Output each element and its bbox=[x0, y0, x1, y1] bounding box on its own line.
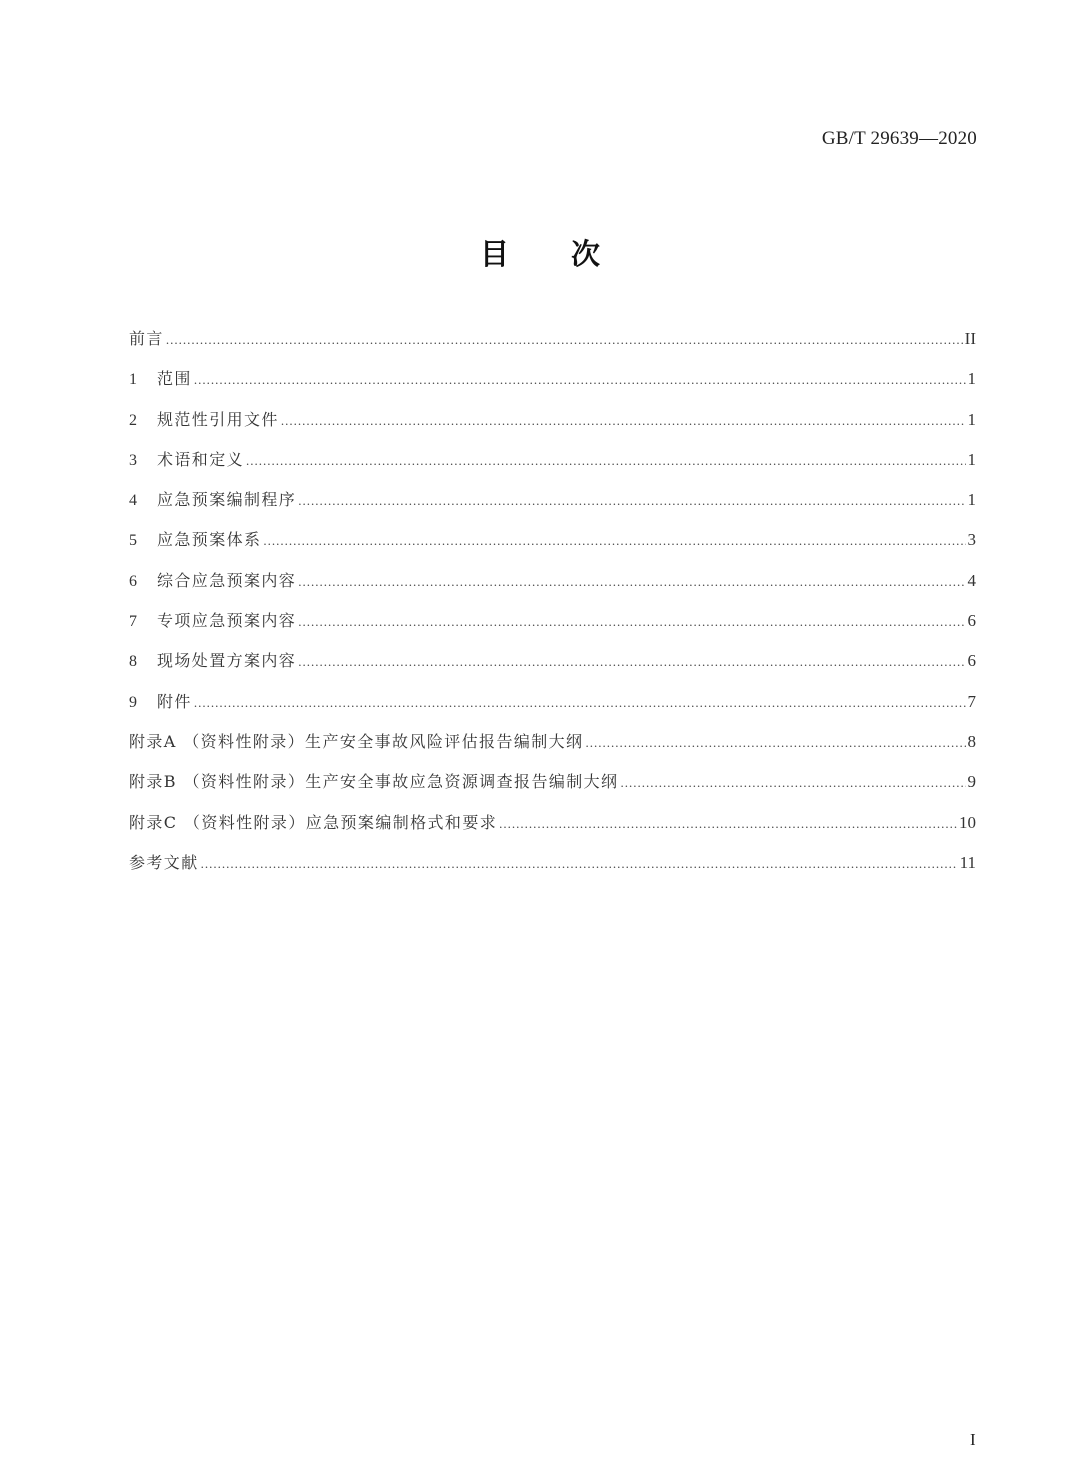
toc-leader-dots bbox=[263, 533, 965, 549]
toc-entry-appendix-a[interactable] bbox=[129, 729, 976, 769]
title-char-2: 次 bbox=[571, 237, 601, 271]
toc-entry-label: 参考文献 bbox=[129, 852, 199, 872]
toc-entry-1[interactable] bbox=[129, 366, 976, 406]
toc-entry-references[interactable] bbox=[129, 850, 976, 890]
toc-entry-2[interactable] bbox=[129, 407, 976, 447]
toc-entry-page: 3 bbox=[967, 530, 976, 550]
toc-entry-label: 前言 bbox=[129, 329, 164, 348]
toc-entry-label: 附录A （资料性附录）生产安全事故风险评估报告编制大纲 bbox=[129, 731, 584, 751]
toc-entry-8[interactable] bbox=[129, 648, 976, 688]
toc-entry-label: 术语和定义 bbox=[157, 449, 245, 469]
toc-entry-label: 专项应急预案内容 bbox=[157, 611, 297, 631]
toc-leader-dots bbox=[620, 775, 965, 791]
toc-entry-number: 8 bbox=[129, 653, 137, 671]
toc-leader-dots bbox=[298, 493, 965, 509]
toc-entry-page: 9 bbox=[967, 772, 976, 792]
page-title bbox=[0, 232, 1080, 273]
toc-entry-4[interactable] bbox=[129, 487, 976, 527]
page-number: I bbox=[970, 1430, 976, 1449]
toc-entry-label: 综合应急预案内容 bbox=[157, 570, 297, 590]
toc-entry-label: 规范性引用文件 bbox=[157, 409, 279, 429]
toc-leader-dots bbox=[499, 816, 957, 832]
toc-entry-appendix-c[interactable] bbox=[129, 810, 976, 850]
toc-entry-7[interactable] bbox=[129, 608, 976, 648]
toc-entry-label: 范围 bbox=[157, 369, 192, 389]
toc-entry-5[interactable] bbox=[129, 527, 976, 567]
toc-entry-label: 附录B （资料性附录）生产安全事故应急资源调查报告编制大纲 bbox=[129, 772, 619, 792]
toc-entry-number: 9 bbox=[129, 693, 137, 711]
toc-leader-dots bbox=[246, 453, 965, 469]
toc-entry-number: 4 bbox=[129, 492, 137, 510]
toc-entry-label: 现场处置方案内容 bbox=[157, 651, 297, 671]
toc-entry-number: 7 bbox=[129, 613, 137, 631]
toc-leader-dots bbox=[298, 614, 965, 630]
toc-entry-page: 4 bbox=[967, 570, 976, 590]
toc-entry-label: 应急预案编制程序 bbox=[157, 490, 297, 510]
title-char-1: 目 bbox=[479, 237, 509, 271]
toc-entry-number: 5 bbox=[129, 532, 137, 550]
toc-leader-dots bbox=[166, 332, 963, 348]
toc-entry-page: II bbox=[964, 329, 976, 348]
table-of-contents bbox=[129, 326, 976, 890]
toc-entry-number: 2 bbox=[129, 411, 137, 429]
toc-entry-label: 附录C （资料性附录）应急预案编制格式和要求 bbox=[129, 812, 498, 832]
toc-leader-dots bbox=[298, 574, 965, 590]
toc-entry-foreword[interactable] bbox=[129, 326, 976, 366]
toc-entry-page: 10 bbox=[959, 812, 976, 832]
toc-leader-dots bbox=[585, 735, 965, 751]
toc-entry-label: 附件 bbox=[157, 691, 192, 711]
toc-entry-page: 1 bbox=[967, 449, 976, 469]
standard-code: GB/T 29639—2020 bbox=[821, 128, 977, 149]
toc-leader-dots bbox=[281, 413, 966, 429]
toc-entry-number: 1 bbox=[129, 371, 137, 389]
toc-entry-page: 6 bbox=[967, 651, 976, 671]
toc-entry-page: 1 bbox=[967, 409, 976, 429]
toc-entry-page: 1 bbox=[967, 490, 976, 510]
toc-entry-page: 7 bbox=[967, 691, 976, 711]
toc-leader-dots bbox=[201, 856, 958, 872]
toc-leader-dots bbox=[298, 654, 965, 670]
toc-entry-3[interactable] bbox=[129, 447, 976, 487]
toc-entry-number: 3 bbox=[129, 451, 137, 469]
toc-leader-dots bbox=[194, 372, 966, 388]
toc-entry-page: 6 bbox=[967, 611, 976, 631]
toc-entry-number: 6 bbox=[129, 572, 137, 590]
toc-entry-9[interactable] bbox=[129, 689, 976, 729]
toc-entry-label: 应急预案体系 bbox=[157, 530, 262, 550]
toc-entry-6[interactable] bbox=[129, 568, 976, 608]
toc-entry-page: 1 bbox=[967, 369, 976, 389]
toc-leader-dots bbox=[194, 695, 966, 711]
toc-entry-appendix-b[interactable] bbox=[129, 769, 976, 809]
toc-entry-page: 8 bbox=[967, 731, 976, 751]
toc-entry-page: 11 bbox=[959, 852, 976, 872]
